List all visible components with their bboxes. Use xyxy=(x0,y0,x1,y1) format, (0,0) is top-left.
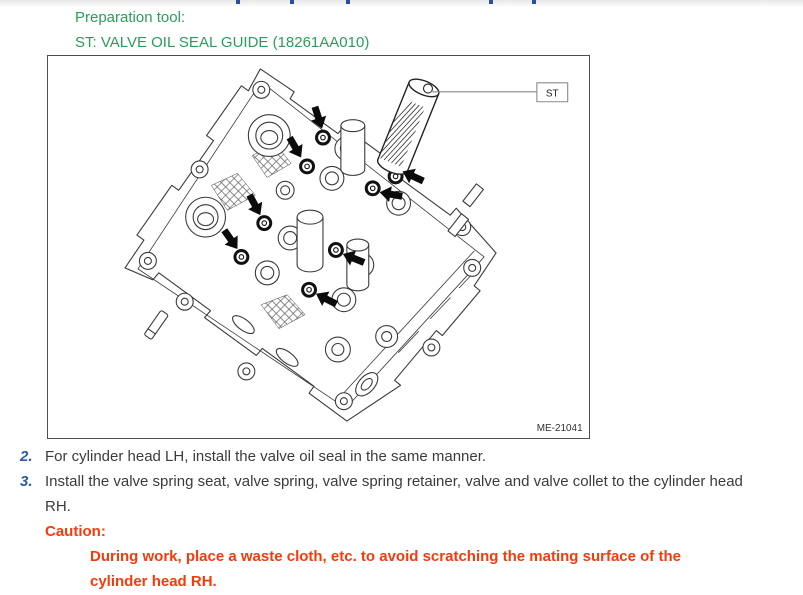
callout-label: ST xyxy=(545,88,559,100)
caution-label: Caution: xyxy=(45,523,106,540)
step-number: 3. xyxy=(20,473,33,490)
clipped-text-fragment xyxy=(236,0,240,4)
figure-code: ME-21041 xyxy=(536,423,583,435)
cylinder-head-drawing xyxy=(48,56,589,438)
step-item-2 xyxy=(20,444,785,469)
clipped-text-fragment xyxy=(532,0,536,4)
figure-cylinder-head xyxy=(47,55,590,439)
step-number: 2. xyxy=(20,448,33,465)
clipped-text-fragment xyxy=(290,0,294,4)
clipped-text-fragment xyxy=(346,0,350,4)
procedure-text xyxy=(20,444,785,594)
caution-text xyxy=(20,544,785,594)
step-text: For cylinder head LH, install the valve oil seal in the same manner. xyxy=(45,448,487,465)
preparation-tool-spec: ST: VALVE OIL SEAL GUIDE (18261AA010) xyxy=(75,34,370,51)
clipped-text-fragment xyxy=(489,0,493,4)
stud xyxy=(144,310,168,340)
step-item-3 xyxy=(20,469,785,519)
side-rib xyxy=(463,184,484,207)
preparation-tool-label: Preparation tool: xyxy=(75,9,186,26)
step-text: Install the valve spring seat, valve spring, valve spring retainer, valve and valve collet to the cylinder head RH. xyxy=(45,473,743,515)
caution-text-body: During work, place a waste cloth, etc. to avoid scratching the mating surface of the cylinder head RH. xyxy=(90,548,681,590)
preparation-tool-block xyxy=(75,5,369,55)
